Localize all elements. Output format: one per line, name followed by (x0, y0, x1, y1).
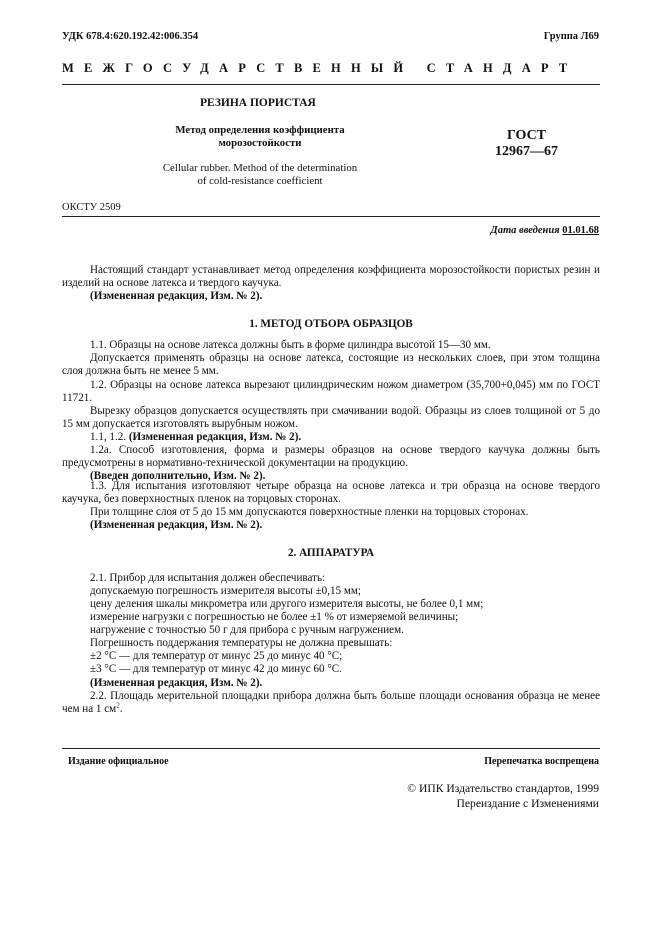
clause-2-1-item4: нагружение с точностью 50 г для прибора с ручным нагружением. (90, 624, 404, 636)
method-title-en (140, 162, 380, 188)
clause-2-2 (62, 690, 600, 716)
method-title-ru-line2: морозостойкости (218, 137, 302, 150)
clause-1-1-1-2-amendment (62, 431, 600, 444)
title-rule (62, 216, 600, 217)
clause-1-2-note: Вырезку образцов допускается осуществлять при смачивании водой. Образцы из слоев толщиной от 5 до 15 мм допускается изготовлять вырубным ножом. (62, 405, 600, 431)
udk-code: УДК 678.4:620.192.42:006.354 (62, 31, 199, 42)
intro-amendment: (Измененная редакция, Изм. № 2). (90, 290, 263, 302)
method-title-en-line2: of cold-resistance coefficient (197, 175, 323, 188)
clause-1-2a-amendment: (Введен дополнительно, Изм. № 2). (90, 470, 266, 482)
clause-1-3-note: При толщине слоя от 5 до 15 мм допускаются поверхностные пленки на торцовых сторонах. (90, 506, 529, 518)
clause-2-2-superscript: 2 (116, 701, 120, 710)
section2-heading: 2. АППАРАТУРА (287, 547, 375, 559)
effective-date (491, 224, 599, 237)
clause-1-1: 1.1. Образцы на основе латекса должны быть в форме цилиндра высотой 15—30 мм. (90, 339, 491, 351)
section1-heading: 1. МЕТОД ОТБОРА ОБРАЗЦОВ (249, 318, 413, 330)
clause-2-1-temp-item2: ±3 °С — для температур от минус 42 до минус 60 °С. (90, 663, 342, 675)
header-rule (62, 84, 600, 85)
method-title-en-line1: Cellular rubber. Method of the determination (162, 162, 358, 174)
clause-1-3: 1.3. Для испытания изготовляют четыре образца на основе латекса и три образца на основе твердого каучука, без поверхностных пленок на торцовых сторонах. (62, 480, 600, 506)
oksty-code: ОКСТУ 2509 (62, 202, 121, 213)
clause-2-1-temperature: Погрешность поддержания температуры не должна превышать: (90, 637, 393, 649)
group-code: Группа Л69 (543, 31, 599, 42)
clause-2-1-amendment: (Измененная редакция, Изм. № 2). (90, 677, 263, 689)
footer-rule (62, 748, 600, 749)
reissue-line: Переиздание с Изменениями (456, 797, 599, 810)
gost-code: 12967—67 (495, 144, 558, 159)
clause-2-1: 2.1. Прибор для испытания должен обеспечивать: (90, 572, 326, 584)
clause-2-1-item1: допускаемую погрешность измерителя высоты ±0,15 мм; (90, 585, 361, 597)
clause-2-2-text: 2.2. Площадь мерительной площадки прибора должна быть больше площади основания образца не менее чем на 1 см (62, 690, 600, 716)
official-edition: Издание официальное (68, 756, 169, 767)
effective-date-value: 01.01.68 (562, 225, 599, 236)
gost-number (495, 128, 558, 160)
interstate-standard-banner: МЕЖГОСУДАРСТВЕННЫЙ СТАНДАРТ (62, 61, 578, 75)
method-title-ru-line1: Метод определения коэффициента (175, 124, 345, 136)
amendment-note: (Измененная редакция, Изм. № 2). (128, 431, 302, 443)
clause-2-1-item3: измерение нагрузки с погрешностью не более ±1 % от измеряемой величины; (90, 611, 459, 623)
reprint-prohibited: Перепечатка воспрещена (484, 756, 599, 767)
clause-1-1-note: Допускается применять образцы на основе латекса, состоящие из нескольких слоев, при этом толщина слоя должна быть не менее 5 мм. (62, 352, 600, 378)
amendment-refs: 1.1, 1.2. (90, 431, 127, 443)
copyright-block (407, 781, 599, 811)
clause-1-2a: 1.2а. Способ изготовления, форма и размеры образцов на основе твердого каучука должны быть предусмотрены в нормативно-технической документации на продукцию. (62, 444, 600, 470)
copyright-line: © ИПК Издательство стандартов, 1999 (407, 782, 599, 795)
intro-paragraph: Настоящий стандарт устанавливает метод определения коэффициента морозостойкости пористых резин и изделий на основе латекса и твердого каучука. (62, 264, 600, 290)
effective-date-label: Дата введения (490, 225, 560, 236)
document-title: РЕЗИНА ПОРИСТАЯ (200, 97, 316, 109)
clause-2-2-end: . (119, 703, 123, 716)
clause-2-1-temp-item1: ±2 °С — для температур от минус 25 до минус 40 °С; (90, 650, 343, 662)
clause-2-1-item2: цену деления шкалы микрометра или другого измерителя высоты, не более 0,1 мм; (90, 598, 484, 610)
method-title-ru (150, 124, 370, 150)
clause-1-3-amendment: (Измененная редакция, Изм. № 2). (90, 519, 263, 531)
gost-label: ГОСТ (506, 128, 547, 143)
clause-1-2: 1.2. Образцы на основе латекса вырезают цилиндрическим ножом диаметром (35,700+0,045) мм по ГОСТ 11721. (62, 379, 600, 405)
